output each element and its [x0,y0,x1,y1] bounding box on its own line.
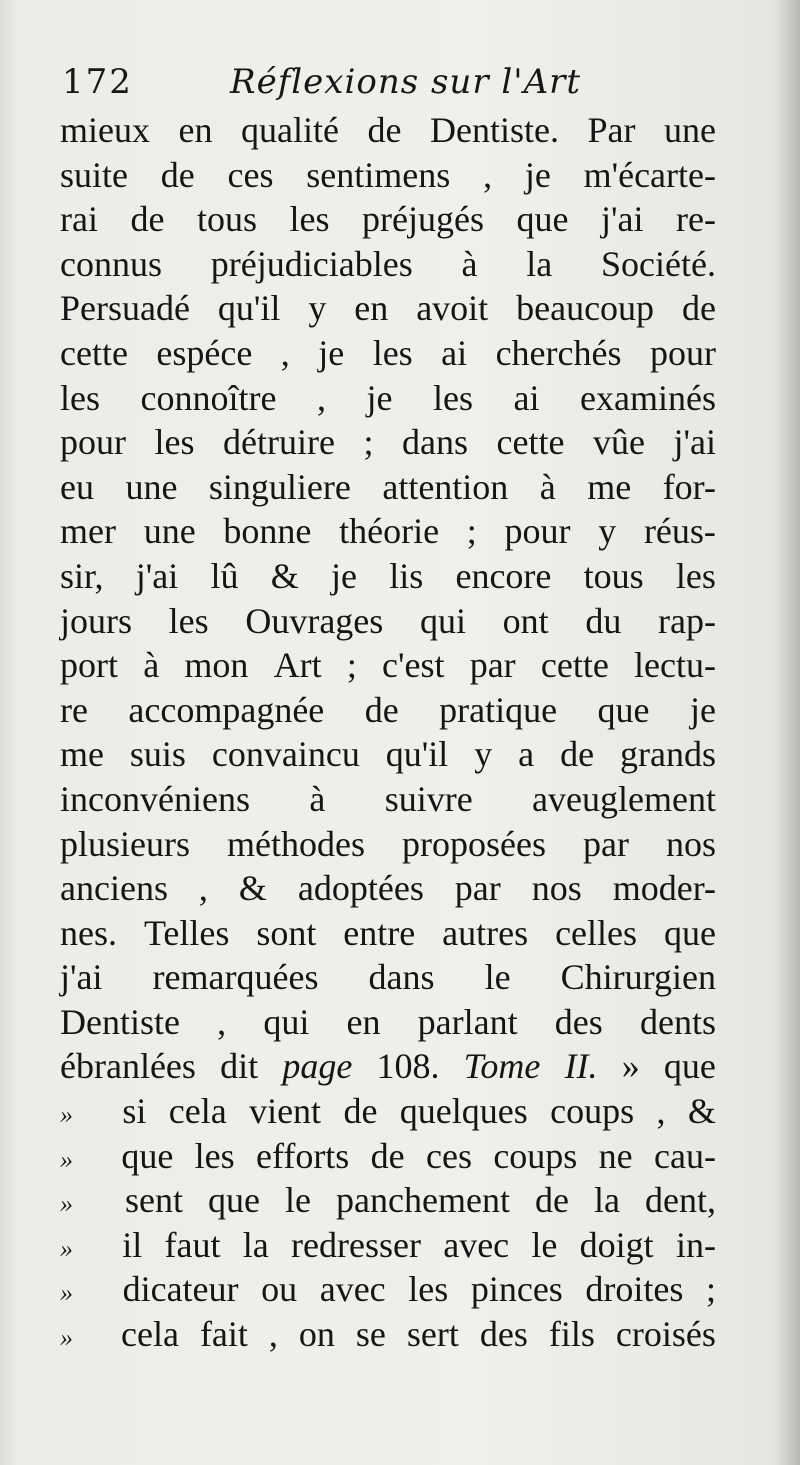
word: préjugés [362,199,484,240]
word: & [687,1091,716,1132]
word: eu [60,466,94,507]
word: me [587,466,632,507]
text-line [60,1178,716,1223]
word: la [526,243,553,284]
word: , [217,1001,227,1042]
word: panchement [336,1180,510,1221]
quotation-mark: » [60,1278,73,1308]
word: dent, [644,1180,716,1221]
word: du [585,600,622,641]
word: les [194,1135,235,1176]
word: fait [199,1314,248,1355]
word: les [154,422,195,463]
word: de [534,1180,569,1221]
text-line [60,554,716,599]
word: coups [550,1091,635,1132]
word: de [560,734,595,775]
word: croisés [615,1314,716,1355]
text-line [60,732,716,777]
word: cherchés [495,332,622,373]
word: plusieurs [60,823,190,864]
text-line [60,331,716,376]
text-line [60,822,716,867]
word: cette [60,332,128,373]
word: celles [555,912,638,953]
word: une [143,511,196,552]
word: m'écarte- [583,154,716,195]
word: les [433,377,473,418]
word: ou [261,1269,298,1310]
word: de [682,288,716,329]
word: aveuglement [532,778,716,819]
word: je [318,332,345,373]
word: Dentiste. [429,110,559,150]
word: bonne [223,511,312,552]
word: préjudiciables [210,243,413,284]
word: à [461,243,478,284]
word: , [280,332,290,373]
word: doigt [579,1224,654,1265]
word: grands [619,734,716,775]
word: dents [639,1001,716,1042]
word: sont [256,912,317,953]
text-line [60,197,716,242]
word: méthodes [227,823,365,864]
word: avec [443,1224,510,1265]
word: connus [60,243,162,284]
word: espéce [156,332,253,373]
word: anciens [60,868,168,909]
word: faut [164,1224,221,1265]
word: y [474,734,493,775]
text-line [60,420,716,465]
word: tous [196,199,257,240]
word: cau- [653,1135,716,1176]
word: avoit [416,288,489,329]
word: Art [273,645,322,686]
running-title: Réflexions sur l'Art [230,62,582,102]
word: remarquées [152,957,319,998]
word: à [143,645,160,686]
word: pour [649,332,716,373]
word: que [597,689,650,730]
word: ; [466,511,477,552]
text-line [60,465,716,510]
word: pratique [439,689,558,730]
word: , [268,1314,278,1355]
word: suivre [384,778,473,819]
word: pour [504,511,571,552]
word: réus- [643,511,716,552]
word: Par [587,110,636,150]
word: encore [455,555,552,596]
word: la [593,1180,620,1221]
word: ces [227,154,274,195]
word: j'ai [601,199,644,240]
word: sentimens [306,154,451,195]
word: j'ai [673,422,716,463]
word: attention [382,466,509,507]
word: ai [513,377,540,418]
word: le [531,1224,558,1265]
word: de [364,689,399,730]
word: Persuadé [60,288,190,329]
word: les [408,1269,449,1310]
word: connoître [140,377,277,418]
word: lectu- [634,645,716,686]
word: nos [531,868,582,909]
word: la [242,1224,269,1265]
word: par [469,645,516,686]
word: que [516,199,569,240]
word: j'ai [60,957,103,998]
text-line [60,1223,716,1268]
word: 108. [376,1046,440,1087]
quotation-mark: » [60,1100,73,1130]
text-line [60,777,716,822]
word: à [539,466,556,507]
word: ont [502,600,549,641]
quotation-mark: » [60,1144,73,1174]
word: de [343,1091,378,1132]
page-number: 172 [62,62,133,102]
word: y [308,288,327,329]
word: Telles [143,912,230,953]
word: cette [496,422,565,463]
word: une [125,466,178,507]
word: mer [60,511,116,552]
text-line [60,1312,716,1357]
word: que [121,1135,174,1176]
text-line [60,1000,716,1045]
word: dit [220,1046,259,1087]
word: qu'il [385,734,449,775]
word: les [675,555,716,596]
word: mieux [60,110,150,150]
word: en [346,1001,381,1042]
word: accompagnée [128,689,325,730]
word: ai [441,332,468,373]
word: efforts [256,1135,350,1176]
quotation-mark: » [60,1233,73,1263]
word: dans [402,422,469,463]
word: entre [343,912,416,953]
word: redresser [291,1224,421,1265]
word: le [484,957,511,998]
word: ; [363,422,374,463]
word: & [238,868,267,909]
word: cela [121,1314,179,1355]
word: en [354,288,389,329]
word: rai [60,199,98,240]
text-line [60,376,716,421]
word: de [130,199,165,240]
word: re- [676,199,716,240]
word: re [60,689,88,730]
text-line [60,286,716,331]
word: qui [419,600,466,641]
word: proposées [402,823,546,864]
word: for- [662,466,716,507]
body-text [60,108,716,1357]
word: page [282,1046,353,1087]
word: qui [263,1001,310,1042]
text-line [60,866,716,911]
word: autres [442,912,529,953]
word: jours [60,600,132,641]
word: par [583,823,629,864]
word: de [367,110,402,150]
word: Ouvrages [245,600,384,641]
word: y [598,511,617,552]
word: les [289,199,330,240]
word: , [656,1091,666,1132]
word: je [689,689,716,730]
word: & [270,555,299,596]
word: in- [675,1224,716,1265]
quotation-mark: » [60,1189,73,1219]
text-line [60,509,716,554]
word: les [60,377,100,418]
word: vûe [593,422,645,463]
word: c'est [382,645,445,686]
word: Chirurgien [560,957,716,998]
word: cela [168,1091,227,1132]
word: convaincu [211,734,360,775]
word: » [621,1046,640,1087]
word: , [198,868,208,909]
page-edge-shadow [778,0,800,1465]
word: me [60,734,104,775]
word: pour [60,422,126,463]
text-line [60,108,716,153]
word: nes. [60,912,117,953]
word: les [372,332,413,373]
text-line [60,1267,716,1312]
word: on [298,1314,335,1355]
word: théorie [339,511,440,552]
word: pinces [470,1269,563,1310]
word: port [60,645,118,686]
text-line [60,1044,716,1089]
word: en [178,110,213,150]
word: nos [665,823,716,864]
word: qualité [241,110,339,150]
word: inconvéniens [60,778,250,819]
word: Société. [601,243,716,284]
word: lû [210,555,239,596]
word: sir, [60,555,104,596]
word: de [370,1135,405,1176]
word: a [518,734,535,775]
text-line [60,242,716,287]
word: sert [406,1314,459,1355]
word: une [664,110,716,150]
word: avec [319,1269,386,1310]
word: des [479,1314,528,1355]
word: que [208,1180,261,1221]
word: dans [368,957,435,998]
word: à [309,778,326,819]
word: j'ai [135,555,179,596]
text-line [60,599,716,644]
word: suite [60,154,128,195]
word: le [285,1180,312,1221]
text-line [60,911,716,956]
word: Dentiste [60,1001,180,1042]
quotation-mark: » [60,1323,73,1353]
word: je [331,555,357,596]
word: singuliere [208,466,351,507]
word: vient [249,1091,322,1132]
word: il [122,1224,143,1265]
text-line [60,643,716,688]
word: sent [125,1180,184,1221]
word: ébranlées [60,1046,196,1087]
text-line [60,1089,716,1134]
word: mon [184,645,249,686]
word: je [524,154,551,195]
word: , [316,377,326,418]
word: des [554,1001,603,1042]
word: de [160,154,195,195]
word: ; [705,1269,716,1310]
text-line [60,688,716,733]
word: par [454,868,501,909]
text-line [60,1134,716,1179]
word: rap- [658,600,716,641]
word: moder- [612,868,716,909]
word: que [663,912,716,953]
text-line [60,955,716,1000]
word: dicateur [122,1269,239,1310]
word: fils [548,1314,595,1355]
word: que [663,1046,716,1087]
word: quelques [399,1091,528,1132]
word: qu'il [217,288,281,329]
word: adoptées [297,868,424,909]
word: détruire [223,422,335,463]
word: ces [426,1135,472,1176]
word: ne [598,1135,633,1176]
word: ; [346,645,357,686]
word: se [355,1314,386,1355]
running-head [62,62,762,106]
word: si [122,1091,147,1132]
word: examinés [580,377,716,418]
word: coups [493,1135,578,1176]
word: II. [564,1046,598,1087]
word: beaucoup [516,288,655,329]
word: , [483,154,493,195]
word: droites [585,1269,684,1310]
word: je [366,377,393,418]
text-line [60,153,716,198]
word: cette [540,645,609,686]
word: suis [129,734,186,775]
word: les [168,600,209,641]
word: lis [389,555,424,596]
word: parlant [417,1001,518,1042]
word: tous [583,555,644,596]
word: Tome [463,1046,541,1087]
